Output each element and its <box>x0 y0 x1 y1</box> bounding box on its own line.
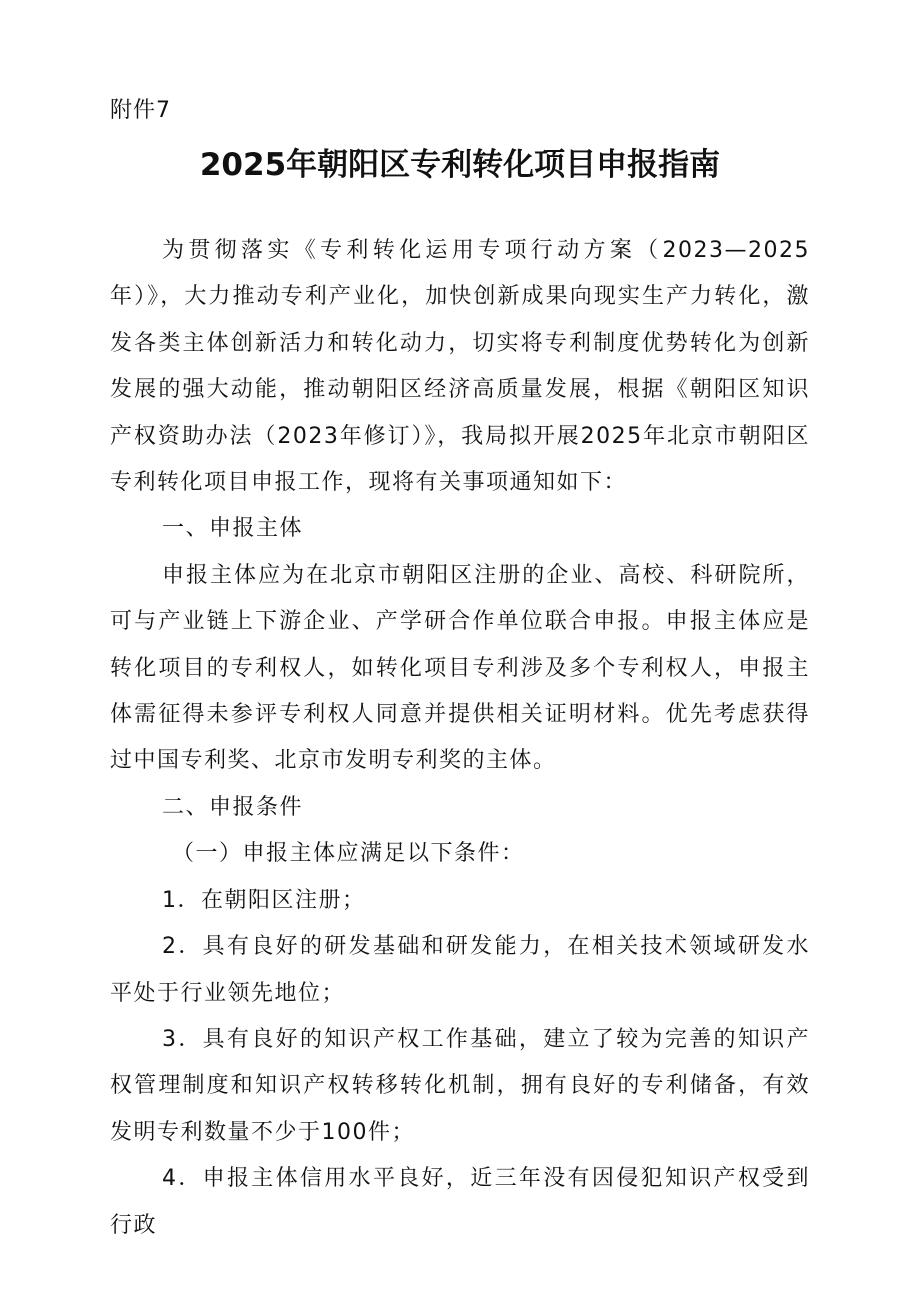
section-heading-conditions: 二、申报条件 <box>162 794 304 820</box>
condition-item-4: 4．申报主体信用水平良好，近三年没有因侵犯知识产权受到行政 <box>110 1166 810 1238</box>
subsection-heading-conditions: （一）申报主体应满足以下条件： <box>172 841 525 867</box>
applicant-paragraph: 申报主体应为在北京市朝阳区注册的企业、高校、科研院所，可与产业链上下游企业、产学研合作单位联合申报。申报主体应是转化项目的专利权人，如转化项目专利涉及多个专利权人，申报主体需征得未参评专利权人同意并提供相关证明材料。优先考虑获得过中国专利奖、北京市发明专利奖的主体。 <box>110 562 810 774</box>
section-heading-applicant: 一、申报主体 <box>162 516 304 542</box>
attachment-label: 附件7 <box>110 98 171 123</box>
condition-item-3: 3．具有良好的知识产权工作基础，建立了较为完善的知识产权管理制度和知识产权转移转化机制，拥有良好的专利储备，有效发明专利数量不少于100件； <box>110 1026 810 1145</box>
document-title: 2025年朝阳区专利转化项目申报指南 <box>199 147 721 183</box>
condition-item-1: 1．在朝阳区注册； <box>162 887 366 913</box>
intro-paragraph: 为贯彻落实《专利转化运用专项行动方案（2023—2025年）》，大力推动专利产业化，加快创新成果向现实生产力转化，激发各类主体创新活力和转化动力，切实将专利制度优势转化为创新发展的强大动能，推动朝阳区经济高质量发展，根据《朝阳区知识产权资助办法（2023年修订）》，我局拟开展2025年北京市朝阳区专利转化项目申报工作，现将有关事项通知如下： <box>110 238 810 496</box>
document-body <box>110 228 810 1249</box>
condition-item-2: 2．具有良好的研发基础和研发能力，在相关技术领域研发水平处于行业领先地位； <box>110 934 810 1006</box>
